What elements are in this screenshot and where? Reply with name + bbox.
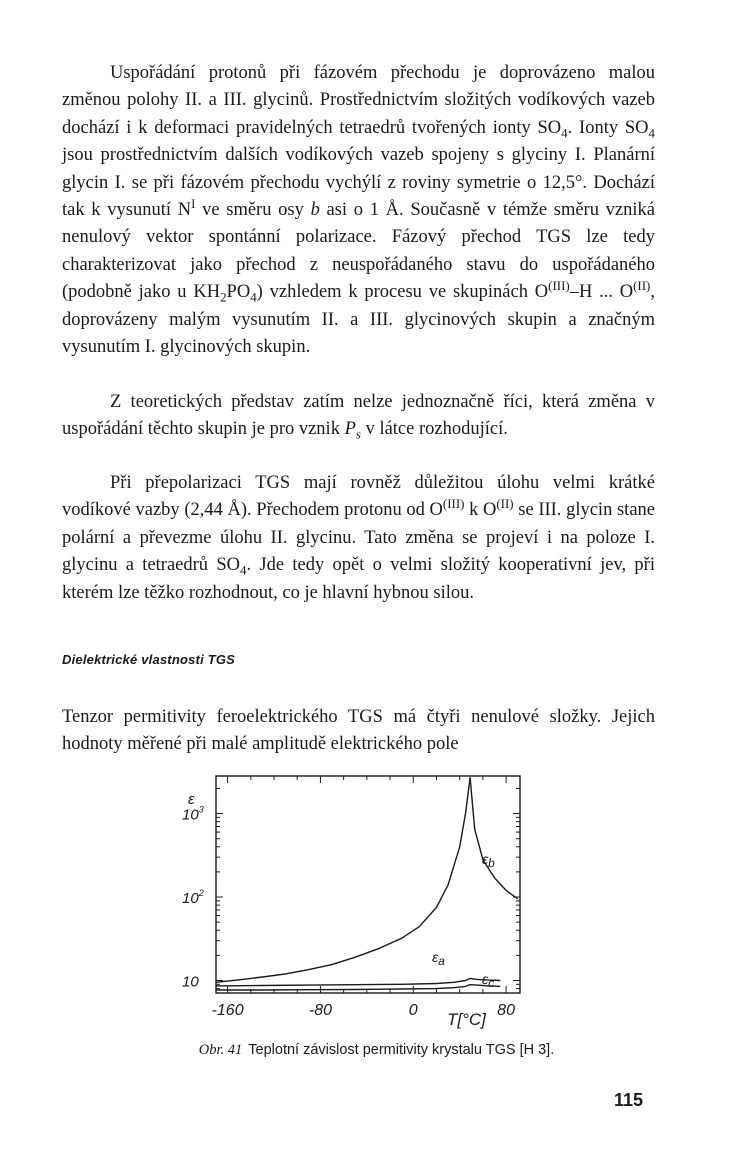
text-segment: Tenzor permitivity feroelektrického TGS má čtyři nenulové složky. Jejich hodnoty měřené při malé amplitudě elektrického pole xyxy=(62,707,655,755)
text-segment: k O xyxy=(464,500,497,521)
text-segment: P xyxy=(344,419,356,440)
text-segment: s xyxy=(355,427,361,443)
text-segment: ve směru osy xyxy=(195,200,311,221)
permittivity-chart xyxy=(160,762,540,1032)
figure-caption xyxy=(0,1042,753,1059)
text-segment: 4 xyxy=(561,125,568,141)
text-segment: asi o 1 Å. Současně v témže směru vzniká nenulový vektor spontánní polarizace. Fázový přechod TGS lze tedy charakterizovat jako přechod z neuspořádaného stavu do uspořádaného (podobně jako u KH xyxy=(62,200,655,303)
paragraph-3 xyxy=(62,470,655,607)
text-segment: –H ... O xyxy=(569,282,634,303)
x-tick-label: -160 xyxy=(211,1002,244,1019)
text-segment: PO xyxy=(226,282,251,303)
x-tick-label: 0 xyxy=(408,1002,418,1019)
series-label-εc: εc xyxy=(482,971,495,990)
text-segment: (II) xyxy=(496,496,514,512)
text-segment: , doprovázeny malým vysunutím II. a III. glycinových skupin a značným vysunutím I. glycinových skupin. xyxy=(62,282,655,358)
tick-marks xyxy=(216,776,520,993)
text-segment: Při přepolarizaci TGS mají rovněž důležitou úlohu velmi krátké vodíkové vazby (2,44 Å). Přechodem protonu od O xyxy=(62,473,655,521)
text-segment: v látce rozhodující. xyxy=(360,419,508,440)
plot-frame xyxy=(216,776,520,993)
y-tick-label: 10 xyxy=(182,973,199,991)
paragraph-1 xyxy=(62,60,655,361)
series-line-εa xyxy=(216,978,500,986)
series-line-εb xyxy=(216,778,518,983)
figure-caption-text: Teplotní závislost permitivity krystalu TGS [H 3]. xyxy=(248,1042,555,1058)
x-tick-label: -80 xyxy=(308,1002,332,1019)
paragraph-4 xyxy=(62,704,655,759)
paragraph-2 xyxy=(62,389,655,444)
text-segment: ) vzhledem k procesu ve skupinách O xyxy=(256,282,549,303)
text-segment: (III) xyxy=(548,278,570,294)
page-number: 115 xyxy=(614,1090,644,1110)
series-lines xyxy=(216,778,518,990)
figure-caption-label: Obr. 41 xyxy=(198,1042,243,1058)
y-axis-label: ε xyxy=(188,791,195,808)
text-segment: jsou prostřednictvím dalších vodíkových vazeb spojeny s glyciny I. Planární glycin I. se při fázovém přechodu vychýlí z roviny symetrie o 12,5°. Dochází tak k vysunutí N xyxy=(62,145,655,221)
text-segment: 2 xyxy=(220,289,227,305)
x-tick-label: 80 xyxy=(497,1002,515,1019)
text-segment: 4 xyxy=(250,289,257,305)
text-segment: 4 xyxy=(648,125,656,141)
text-segment: . Jde tedy opět o velmi složitý kooperativní jev, při kterém lze těžko rozhodnout, co je hlavní hybnou silou. xyxy=(62,555,655,603)
x-axis-label: T[°C] xyxy=(447,1010,486,1029)
text-segment: b xyxy=(310,200,320,221)
text-segment: (III) xyxy=(442,496,465,512)
section-heading: Dielektrické vlastnosti TGS xyxy=(62,652,236,667)
text-segment: I xyxy=(191,195,196,211)
text-segment: (II) xyxy=(633,278,651,294)
text-segment: Uspořádání protonů při fázovém přechodu je doprovázeno malou změnou polohy II. a III. glycinů. Prostřednictvím složitých vodíkových vazeb dochází i k deformaci pravidelných tetraedrů tvořených ionty SO xyxy=(62,63,655,138)
text-segment: se III. glycin stane polární a převezme úlohu II. glycinu. Tato změna se projeví i na poloze I. glycinu a tetraedrů SO xyxy=(62,500,655,576)
series-label-εb: εb xyxy=(482,851,495,870)
series-label-εa: εa xyxy=(432,949,445,968)
text-segment: . Ionty SO xyxy=(567,117,649,138)
y-tick-label: $10^3$ xyxy=(182,804,204,824)
text-segment: Z teoretických představ zatím nelze jednoznačně říci, která změna v uspořádání těchto skupin je pro vznik xyxy=(62,392,655,440)
y-tick-label: $10^2$ xyxy=(182,888,204,908)
text-segment: 4 xyxy=(240,562,247,578)
